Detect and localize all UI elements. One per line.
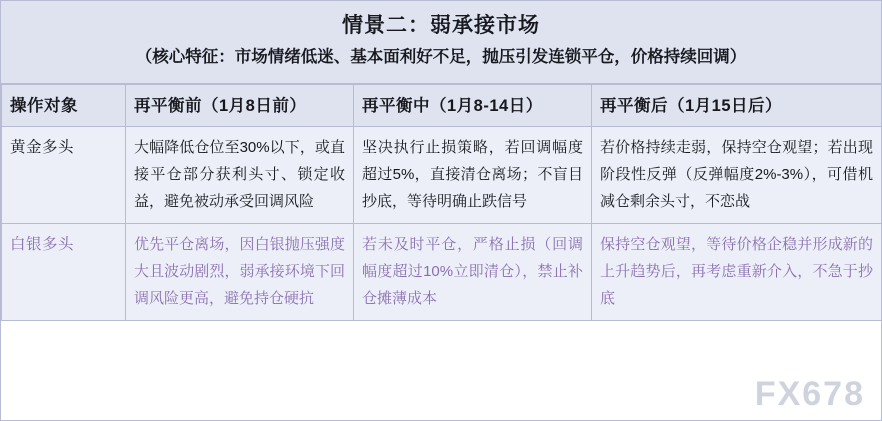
column-header-operation-target: 操作对象	[2, 85, 126, 127]
table-row	[2, 127, 882, 224]
cell-silver-during: 若未及时平仓，严格止损（回调幅度超过10%立即清仓），禁止补仓摊薄成本	[354, 224, 592, 321]
column-header-before-rebalance: 再平衡前（1月8日前）	[126, 85, 354, 127]
cell-gold-during: 坚决执行止损策略，若回调幅度超过5%，直接清仓离场；不盲目抄底，等待明确止跌信号	[354, 127, 592, 224]
table-row	[2, 224, 882, 321]
column-header-during-rebalance: 再平衡中（1月8-14日）	[354, 85, 592, 127]
watermark-logo: FX678	[754, 375, 865, 413]
table-header	[2, 85, 882, 127]
title-block	[1, 1, 881, 84]
row-label-silver-long: 白银多头	[2, 224, 126, 321]
row-label-gold-long: 黄金多头	[2, 127, 126, 224]
scenario-table	[1, 84, 882, 321]
column-header-after-rebalance: 再平衡后（1月15日后）	[592, 85, 882, 127]
page-title: 情景二：弱承接市场	[342, 14, 540, 37]
cell-gold-after: 若价格持续走弱，保持空仓观望；若出现阶段性反弹（反弹幅度2%-3%），可借机减仓剩余头寸，不恋战	[592, 127, 882, 224]
page-subtitle: （核心特征：市场情绪低迷、基本面利好不足，抛压引发连锁平仓，价格持续回调）	[135, 48, 747, 66]
table-body	[2, 127, 882, 321]
cell-silver-after: 保持空仓观望，等待价格企稳并形成新的上升趋势后，再考虑重新介入，不急于抄底	[592, 224, 882, 321]
cell-gold-before: 大幅降低仓位至30%以下，或直接平仓部分获利头寸、锁定收益，避免被动承受回调风险	[126, 127, 354, 224]
cell-silver-before: 优先平仓离场，因白银抛压强度大且波动剧烈，弱承接环境下回调风险更高，避免持仓硬抗	[126, 224, 354, 321]
table-header-row	[2, 85, 882, 127]
